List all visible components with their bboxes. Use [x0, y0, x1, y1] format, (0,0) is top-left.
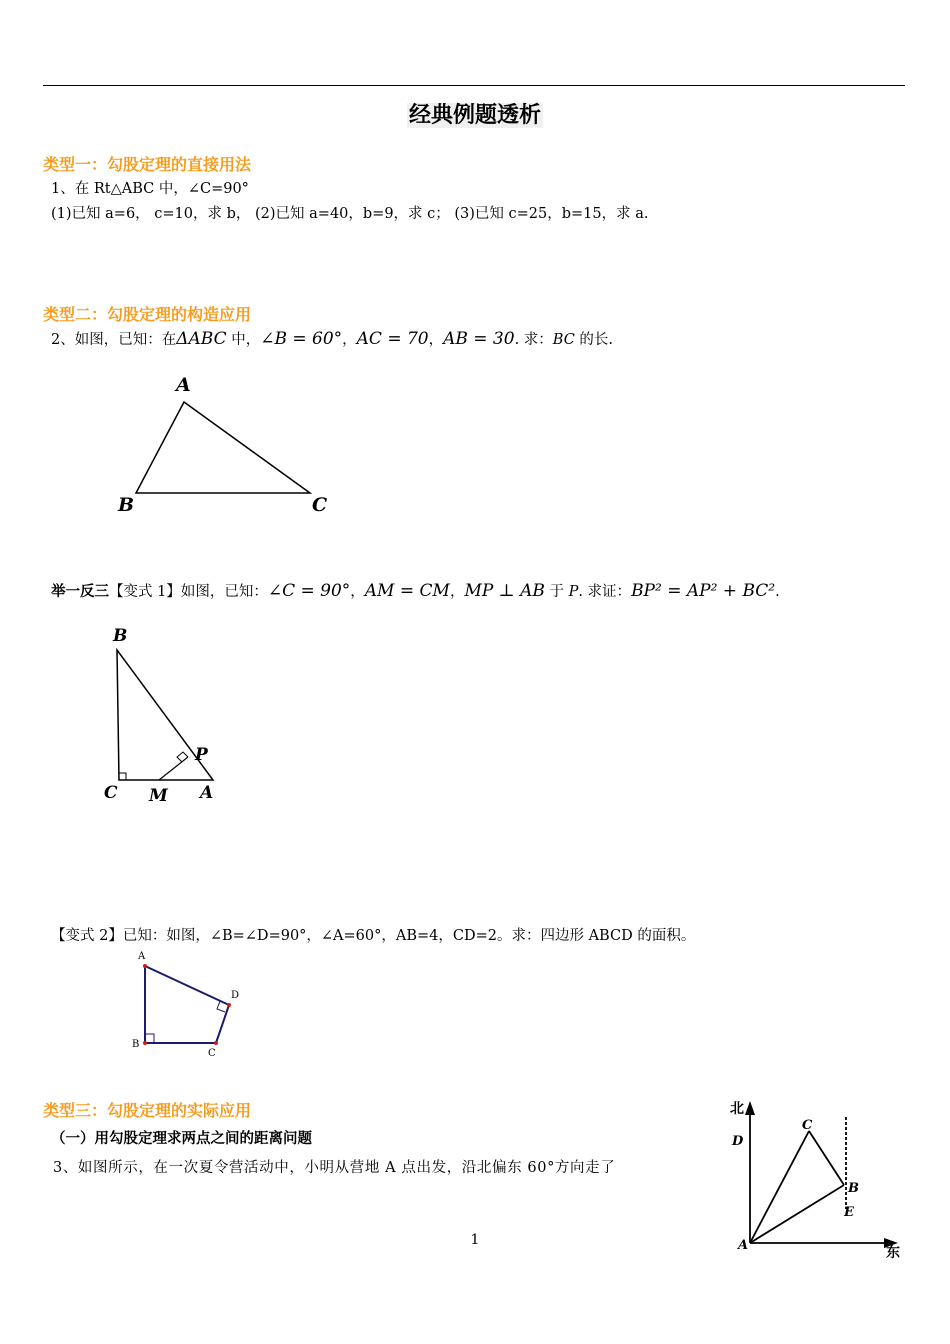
- label-d: D: [732, 1134, 744, 1149]
- label-c: C: [208, 1048, 216, 1059]
- label-a: A: [738, 1238, 749, 1253]
- label-c: C: [312, 494, 328, 516]
- question-1-line2: (1)已知 a=6， c=10，求 b， (2)已知 a=40，b=9，求 c； (3)已知 c=25，b=15，求 a.: [51, 206, 649, 222]
- label-c: C: [802, 1118, 813, 1133]
- segment-ac: [750, 1131, 809, 1243]
- question-1-line1: 1、在 Rt△ABC 中，∠C=90°: [51, 181, 249, 197]
- label-east: 东: [886, 1245, 900, 1261]
- label-b: B: [118, 494, 135, 516]
- label-p: P: [195, 745, 208, 765]
- vertex-c: [214, 1041, 218, 1045]
- section-heading-type1: 类型一：勾股定理的直接用法: [43, 155, 252, 174]
- page-title: 经典例题透析: [408, 103, 541, 128]
- variant-1-text: 举一反三【变式 1】如图，已知：∠C = 90°，AM = CM，MP ⊥ AB 于 P. 求证：BP² = AP² + BC².: [51, 581, 780, 601]
- variant-2-text: 【变式 2】已知：如图，∠B=∠D=90°，∠A=60°，AB=4，CD=2。求：四边形 ABCD 的面积。: [51, 928, 696, 944]
- label-a: A: [200, 783, 214, 803]
- label-a: A: [138, 951, 146, 962]
- header-rule: [43, 85, 905, 86]
- section-heading-type2: 类型二：勾股定理的构造应用: [43, 305, 252, 324]
- vertex-d: [227, 1003, 231, 1007]
- label-b: B: [132, 1039, 140, 1050]
- vertex-b: [143, 1041, 147, 1045]
- triangle-abc-figure: [110, 365, 340, 520]
- segment-cb: [809, 1131, 844, 1185]
- section-heading-type3: 类型三：勾股定理的实际应用: [43, 1101, 252, 1120]
- label-b: B: [113, 626, 128, 646]
- label-c: C: [104, 783, 118, 803]
- page-number: 1: [470, 1232, 480, 1248]
- label-e: E: [844, 1205, 854, 1220]
- right-triangle-bca-figure: [95, 620, 225, 810]
- north-arrow: [745, 1101, 755, 1115]
- label-d: D: [231, 990, 240, 1001]
- quadrilateral-abcd: [145, 966, 229, 1043]
- label-north: 北: [730, 1101, 744, 1117]
- label-a: A: [176, 374, 191, 396]
- question-3: 3、如图所示，在一次夏令营活动中，小明从营地 A 点出发，沿北偏东 60°方向走了: [53, 1160, 616, 1176]
- right-angle-mark-c: [119, 773, 126, 780]
- quadrilateral-abcd-figure: [125, 948, 250, 1063]
- label-m: M: [149, 786, 168, 806]
- right-angle-mark-p: [177, 752, 188, 762]
- question-2: 2、如图，已知：在ΔABC 中，∠B = 60°，AC = 70，AB = 30. 求：BC 的长.: [51, 329, 614, 349]
- subsection-heading-distance: （一）用勾股定理求两点之间的距离问题: [51, 1131, 312, 1147]
- segment-mp: [159, 757, 188, 780]
- triangle-abc: [136, 402, 310, 493]
- label-b: B: [848, 1181, 859, 1196]
- vertex-a: [143, 964, 147, 968]
